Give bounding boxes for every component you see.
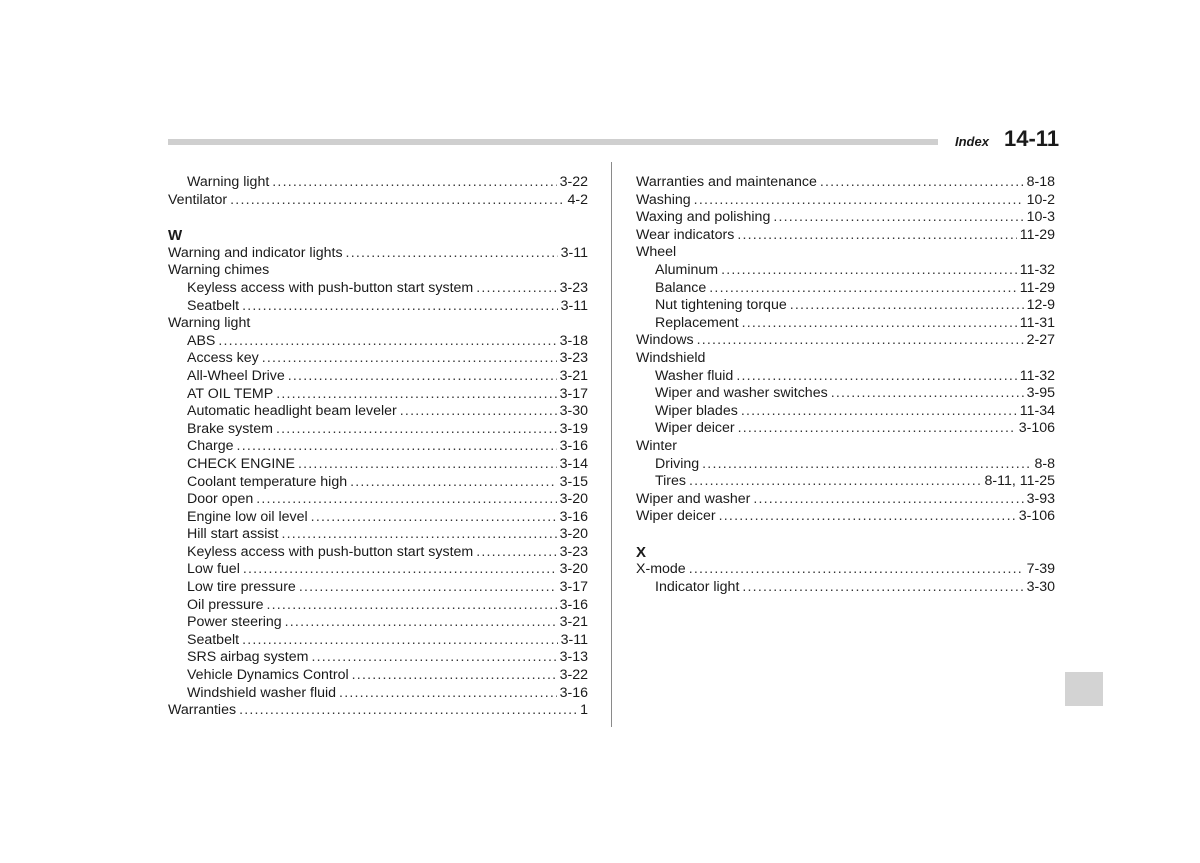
index-group-heading [636, 438, 1055, 456]
entry-page-ref[interactable]: 10-3 [1026, 209, 1055, 226]
dot-leader [352, 667, 557, 685]
entry-page-ref[interactable]: 3-95 [1026, 385, 1055, 402]
entry-page-ref[interactable]: 3-16 [559, 438, 588, 455]
entry-label: Engine low oil level [187, 508, 308, 525]
index-subentry [636, 456, 1055, 474]
entry-label: Indicator light [655, 579, 740, 596]
dot-leader [831, 385, 1024, 403]
index-subentry [168, 597, 588, 615]
dot-leader [346, 245, 558, 263]
entry-page-ref[interactable]: 10-2 [1026, 191, 1055, 208]
dot-leader [790, 297, 1024, 315]
entry-label: Wiper and washer switches [655, 385, 828, 402]
entry-label: Ventilator [168, 191, 228, 208]
dot-leader [299, 579, 557, 597]
index-subentry [168, 403, 588, 421]
entry-page-ref[interactable]: 3-23 [559, 350, 588, 367]
entry-page-ref[interactable]: 8-18 [1026, 174, 1055, 190]
entry-label: Seatbelt [187, 297, 240, 314]
dot-leader [689, 561, 1024, 579]
dot-leader [689, 473, 982, 491]
dot-leader [702, 456, 1031, 474]
entry-page-ref[interactable]: 3-16 [559, 684, 588, 701]
index-entry [636, 174, 1055, 192]
entry-page-ref[interactable]: 3-17 [559, 385, 588, 402]
index-subentry [168, 509, 588, 527]
entry-page-ref[interactable]: 3-17 [559, 579, 588, 596]
index-letter-heading [168, 227, 588, 245]
dot-leader [242, 298, 558, 316]
entry-label: Brake system [187, 420, 273, 437]
index-subentry [636, 420, 1055, 438]
index-subentry [168, 491, 588, 509]
entry-page-ref[interactable]: 11-32 [1019, 261, 1055, 278]
entry-label: Coolant temperature high [187, 473, 348, 490]
index-group-heading [636, 244, 1055, 262]
entry-label: Wear indicators [636, 226, 735, 243]
dot-leader [230, 192, 564, 210]
index-subentry [168, 456, 588, 474]
entry-page-ref[interactable]: 3-16 [559, 596, 588, 613]
entry-label: All-Wheel Drive [187, 367, 285, 384]
dot-leader [288, 368, 557, 386]
entry-page-ref[interactable]: 11-34 [1019, 402, 1055, 419]
entry-label: X [636, 543, 647, 561]
entry-page-ref[interactable]: 3-21 [559, 614, 588, 631]
index-column-left [168, 174, 588, 720]
index-subentry [636, 368, 1055, 386]
index-entry [168, 245, 588, 263]
entry-label: AT OIL TEMP [187, 385, 274, 402]
index-subentry [168, 632, 588, 650]
entry-page-ref[interactable]: 3-30 [1026, 579, 1055, 596]
entry-page-ref[interactable]: 3-18 [559, 332, 588, 349]
index-subentry [168, 333, 588, 351]
dot-leader [242, 632, 558, 650]
entry-page-ref[interactable]: 8-11, 11-25 [984, 473, 1055, 490]
index-entry [636, 491, 1055, 509]
entry-label: Wiper deicer [655, 420, 735, 437]
entry-page-ref[interactable]: 3-23 [559, 279, 588, 296]
entry-label: Tires [655, 473, 687, 490]
index-entry [636, 227, 1055, 245]
entry-page-ref[interactable]: 11-31 [1019, 314, 1055, 331]
dot-leader [737, 227, 1016, 245]
entry-label: Warning light [168, 315, 251, 332]
entry-label: X-mode [636, 561, 686, 578]
index-subentry [636, 473, 1055, 491]
entry-label: Wiper deicer [636, 508, 716, 525]
index-entry [636, 209, 1055, 227]
dot-leader [742, 315, 1017, 333]
dot-leader [256, 491, 556, 509]
index-subentry [636, 280, 1055, 298]
index-subentry [168, 667, 588, 685]
index-subentry [168, 350, 588, 368]
index-subentry [168, 421, 588, 439]
index-subentry [636, 297, 1055, 315]
index-group-heading [168, 262, 588, 280]
dot-leader [721, 262, 1017, 280]
index-entry [636, 332, 1055, 350]
dot-leader [266, 597, 556, 615]
entry-page-ref[interactable]: 4-2 [567, 191, 588, 208]
entry-label: Windows [636, 332, 694, 349]
entry-label: Oil pressure [187, 596, 264, 613]
index-entry [168, 702, 588, 720]
entry-page-ref[interactable]: 3-16 [559, 508, 588, 525]
index-column-right [636, 174, 1055, 597]
page-number: 14-11 [1004, 126, 1060, 151]
dot-leader [237, 438, 557, 456]
dot-leader [400, 403, 557, 421]
dot-leader [311, 509, 557, 527]
entry-page-ref[interactable]: 2-27 [1026, 332, 1055, 349]
index-subentry [168, 438, 588, 456]
entry-page-ref[interactable]: 3-11 [560, 244, 588, 261]
index-subentry [636, 262, 1055, 280]
entry-label: Washing [636, 191, 691, 208]
index-subentry [168, 561, 588, 579]
dot-leader [298, 456, 557, 474]
entry-page-ref[interactable]: 7-39 [1026, 561, 1055, 578]
index-subentry [168, 649, 588, 667]
entry-label: Hill start assist [187, 526, 279, 543]
dot-leader [276, 421, 557, 439]
index-subentry [636, 579, 1055, 597]
entry-label: Warning light [187, 174, 270, 190]
entry-label: Driving [655, 455, 700, 472]
entry-label: Wiper and washer [636, 490, 751, 507]
dot-leader [476, 544, 556, 562]
entry-label: Windshield [636, 349, 706, 366]
entry-label: Replacement [655, 314, 739, 331]
entry-page-ref[interactable]: 11-29 [1019, 226, 1055, 243]
index-group-heading [636, 350, 1055, 368]
entry-page-ref[interactable]: 12-9 [1026, 297, 1055, 314]
index-subentry [168, 474, 588, 492]
index-subentry [636, 385, 1055, 403]
index-subentry [168, 526, 588, 544]
dot-leader [738, 420, 1016, 438]
entry-page-ref[interactable]: 3-11 [560, 297, 588, 314]
index-entry [636, 192, 1055, 210]
entry-page-ref[interactable]: 3-15 [559, 473, 588, 490]
entry-page-ref[interactable]: 3-11 [560, 631, 588, 648]
column-divider [611, 162, 612, 727]
entry-page-ref[interactable]: 3-19 [559, 420, 588, 437]
dot-leader [736, 368, 1016, 386]
dot-leader [285, 614, 557, 632]
entry-page-ref[interactable]: 11-32 [1019, 367, 1055, 384]
dot-leader [262, 350, 557, 368]
thumb-index-tab [1065, 672, 1103, 706]
dot-leader [709, 280, 1016, 298]
entry-label: Door open [187, 491, 254, 508]
entry-page-ref[interactable]: 3-93 [1026, 490, 1055, 507]
entry-label: Seatbelt [187, 631, 240, 648]
entry-label: Windshield washer fluid [187, 684, 337, 701]
entry-page-ref[interactable]: 3-13 [559, 649, 588, 666]
dot-leader [697, 332, 1024, 350]
index-subentry [168, 685, 588, 703]
entry-page-ref[interactable]: 3-20 [559, 526, 588, 543]
dot-leader [476, 280, 556, 298]
entry-label: Keyless access with push-button start system [187, 279, 474, 296]
entry-label: SRS airbag system [187, 649, 309, 666]
header-rule [168, 139, 938, 145]
entry-label: Vehicle Dynamics Control [187, 667, 349, 684]
entry-page-ref[interactable]: 3-22 [559, 174, 588, 190]
entry-label: Automatic headlight beam leveler [187, 403, 397, 420]
dot-leader [350, 474, 556, 492]
entry-label: CHECK ENGINE [187, 455, 295, 472]
entry-label: Charge [187, 438, 234, 455]
dot-leader [773, 209, 1023, 227]
dot-leader [243, 561, 557, 579]
dot-leader [281, 526, 556, 544]
entry-page-ref[interactable]: 3-22 [559, 667, 588, 684]
index-subentry [636, 403, 1055, 421]
dot-leader [311, 649, 556, 667]
index-subentry [168, 174, 588, 192]
dot-leader [753, 491, 1023, 509]
section-label: Index [955, 134, 989, 149]
entry-page-ref[interactable]: 11-29 [1019, 279, 1055, 296]
entry-page-ref[interactable]: 3-20 [559, 491, 588, 508]
entry-label: Aluminum [655, 261, 719, 278]
entry-label: Wiper blades [655, 402, 738, 419]
index-subentry [636, 315, 1055, 333]
dot-leader [218, 333, 556, 351]
entry-label: W [168, 227, 183, 245]
dot-leader [239, 702, 577, 720]
entry-label: Winter [636, 437, 677, 454]
dot-leader [272, 174, 556, 192]
entry-label: Access key [187, 350, 259, 367]
index-subentry [168, 280, 588, 298]
index-group-heading [168, 315, 588, 333]
entry-label: Warranties and maintenance [636, 174, 817, 190]
dot-leader [276, 386, 556, 404]
index-subentry [168, 544, 588, 562]
entry-label: ABS [187, 332, 216, 349]
dot-leader [741, 403, 1017, 421]
dot-leader [339, 685, 557, 703]
entry-label: Nut tightening torque [655, 297, 787, 314]
index-entry [636, 561, 1055, 579]
entry-label: Power steering [187, 614, 282, 631]
entry-label: Warranties [168, 702, 237, 719]
index-subentry [168, 298, 588, 316]
entry-page-ref[interactable]: 1 [580, 702, 588, 719]
entry-page-ref[interactable]: 3-106 [1018, 508, 1055, 525]
dot-leader [694, 192, 1024, 210]
entry-label: Wheel [636, 244, 677, 261]
entry-page-ref[interactable]: 8-8 [1034, 455, 1055, 472]
entry-page-ref[interactable]: 3-20 [559, 561, 588, 578]
entry-page-ref[interactable]: 3-23 [559, 543, 588, 560]
index-entry [168, 192, 588, 210]
index-entry [636, 508, 1055, 526]
dot-leader [719, 508, 1016, 526]
dot-leader [820, 174, 1024, 192]
index-letter-heading [636, 544, 1055, 562]
entry-label: Warning chimes [168, 262, 270, 279]
entry-page-ref[interactable]: 3-21 [559, 367, 588, 384]
entry-label: Low tire pressure [187, 579, 296, 596]
entry-label: Low fuel [187, 561, 240, 578]
entry-label: Warning and indicator lights [168, 244, 343, 261]
dot-leader [742, 579, 1023, 597]
index-subentry [168, 386, 588, 404]
entry-page-ref[interactable]: 3-106 [1018, 420, 1055, 437]
index-subentry [168, 614, 588, 632]
index-subentry [168, 579, 588, 597]
index-subentry [168, 368, 588, 386]
entry-label: Balance [655, 279, 707, 296]
entry-page-ref[interactable]: 3-30 [559, 403, 588, 420]
entry-page-ref[interactable]: 3-14 [559, 455, 588, 472]
entry-label: Keyless access with push-button start system [187, 543, 474, 560]
entry-label: Waxing and polishing [636, 209, 771, 226]
entry-label: Washer fluid [655, 367, 734, 384]
